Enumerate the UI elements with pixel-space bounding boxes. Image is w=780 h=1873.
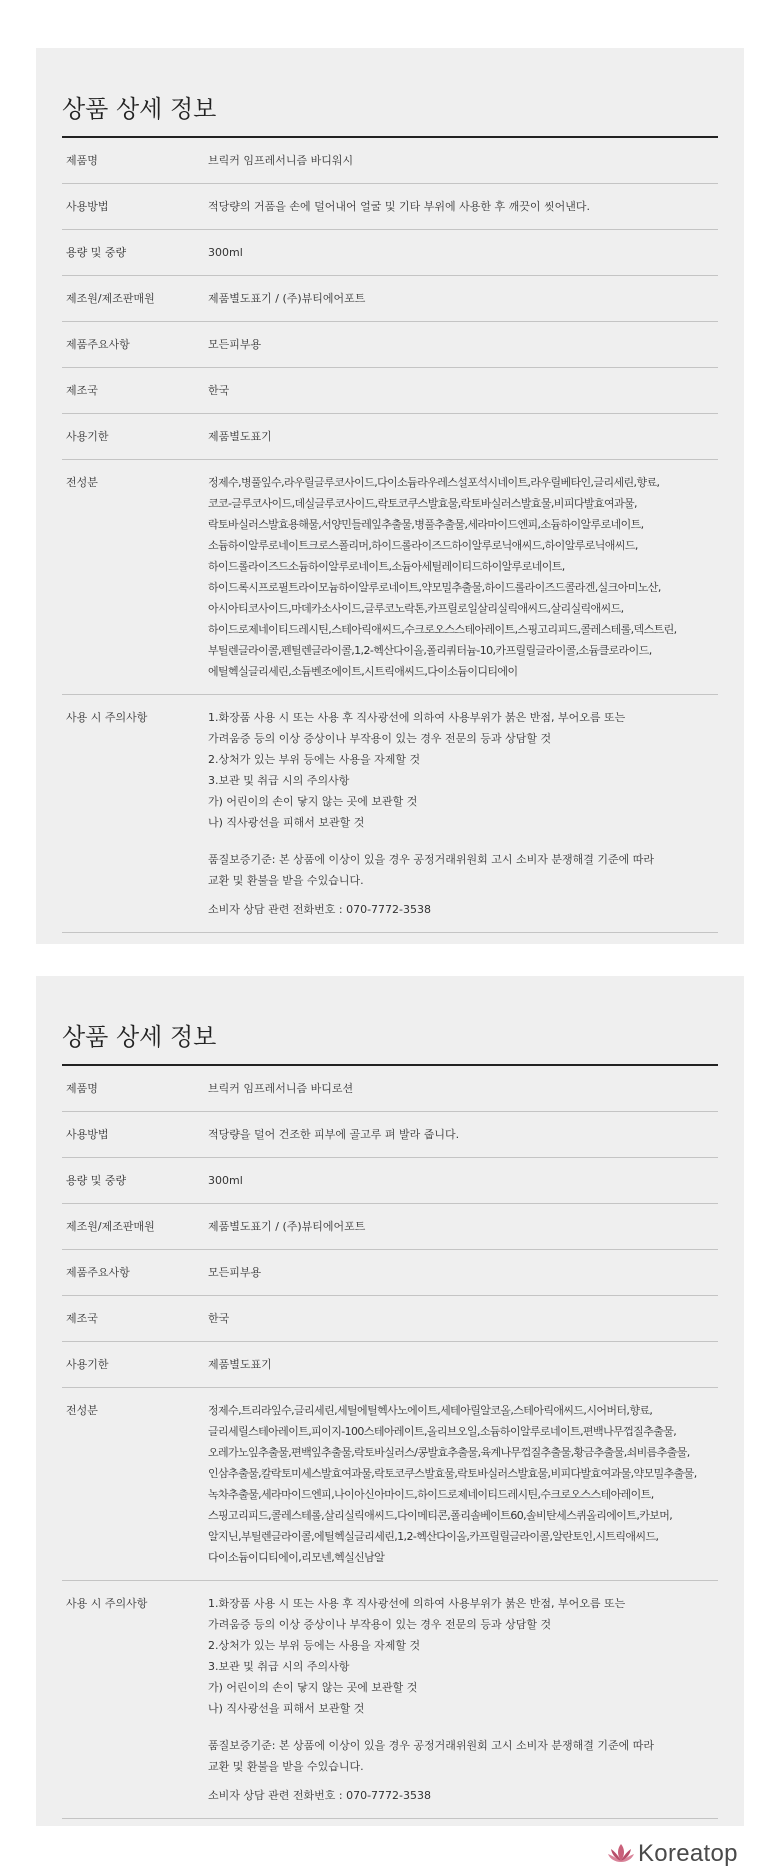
row-value: 300ml	[208, 1158, 718, 1204]
table-row	[62, 1204, 718, 1250]
row-value: 제품별도표기 / (주)뷰티에어포트	[208, 1204, 718, 1250]
row-value: 제품별도표기 / (주)뷰티에어포트	[208, 276, 718, 322]
table-row	[62, 695, 718, 933]
row-label: 제품주요사항	[62, 322, 208, 368]
row-label: 사용방법	[62, 1112, 208, 1158]
row-label: 사용 시 주의사항	[62, 1581, 208, 1819]
caution-value	[208, 1581, 718, 1819]
row-value: 브릭커 임프레서니즘 바디워시	[208, 138, 718, 184]
row-value: 300ml	[208, 230, 718, 276]
table-row	[62, 414, 718, 460]
caution-text: 1.화장품 사용 시 또는 사용 후 직사광선에 의하여 사용부위가 붉은 반점, 부어오름 또는 가려움증 등의 이상 증상이나 부작용이 있는 경우 전문의 등과 상담할 것 2.상처가 있는 부위 등에는 사용을 자제할 것 3.보관 및 취급 시의 주의사항 가) 어린이의 손이 닿지 않는 곳에 보관할 것 나) 직사광선을 피해서 보관할 것	[208, 1597, 626, 1715]
row-value: 한국	[208, 1296, 718, 1342]
quality-guarantee-text: 품질보증기준: 본 상품에 이상이 있을 경우 공정거래위원회 고시 소비자 분쟁해결 기준에 따라 교환 및 환불을 받을 수있습니다.	[208, 853, 654, 887]
product-info-table	[62, 138, 718, 933]
row-value: 적당량을 덜어 건조한 피부에 골고루 펴 발라 줍니다.	[208, 1112, 718, 1158]
row-label: 사용기한	[62, 1342, 208, 1388]
row-value: 모든피부용	[208, 1250, 718, 1296]
table-row	[62, 1342, 718, 1388]
product-info-table	[62, 1066, 718, 1819]
consumer-phone-text: 소비자 상담 관련 전화번호 : 070-7772-3538	[208, 903, 431, 916]
caution-text: 1.화장품 사용 시 또는 사용 후 직사광선에 의하여 사용부위가 붉은 반점, 부어오름 또는 가려움증 등의 이상 증상이나 부작용이 있는 경우 전문의 등과 상담할 것 2.상처가 있는 부위 등에는 사용을 자제할 것 3.보관 및 취급 시의 주의사항 가) 어린이의 손이 닿지 않는 곳에 보관할 것 나) 직사광선을 피해서 보관할 것	[208, 711, 626, 829]
section-title: 상품 상세 정보	[62, 95, 217, 123]
table-row	[62, 184, 718, 230]
quality-guarantee-text: 품질보증기준: 본 상품에 이상이 있을 경우 공정거래위원회 고시 소비자 분쟁해결 기준에 따라 교환 및 환불을 받을 수있습니다.	[208, 1739, 654, 1773]
table-row	[62, 460, 718, 695]
product-info-panel-bodylotion	[36, 976, 744, 1826]
table-row	[62, 1158, 718, 1204]
table-row	[62, 368, 718, 414]
row-label: 전성분	[62, 460, 208, 695]
table-row	[62, 1250, 718, 1296]
table-row	[62, 138, 718, 184]
row-label: 제품주요사항	[62, 1250, 208, 1296]
consumer-phone-text: 소비자 상담 관련 전화번호 : 070-7772-3538	[208, 1789, 431, 1802]
ingredients-value: 정제수,트리라잎수,글리세린,세틸에틸헥사노에이트,세테아릴알코올,스테아릭애씨드,시어버터,향료, 글리세릴스테아레이트,피이지-100스테아레이트,올리브오일,소듐하이알루로네이트,편백나무껍질추출물, 오레가노잎추출물,편백잎추출물,락토바실러스/콩발효추출물,육계나무껍질추출물,황금추출물,쇠비름추출물, 인삼추출물,칼락토미세스발효여과물,락토코쿠스발효물,락토바실러스발효물,비피다발효여과물,약모밀추출물, 녹차추출물,세라마이드엔피,나이아신아마이드,하이드로제네이티드레시틴,수크로오스스테아레이트, 스핑고리피드,콜레스테롤,살리실릭애씨드,다이메티콘,폴리솔베이트60,솔비탄세스퀴올리에이트,카보머, 알지닌,부틸렌글라이콜,에틸헥실글리세린,1,2-헥산다이올,카프릴릴글라이콜,알란토인,시트릭애씨드, 다이소듐이디티에이,리모넨,헥실신남알	[208, 1388, 718, 1581]
table-row	[62, 1066, 718, 1112]
row-label: 사용방법	[62, 184, 208, 230]
row-value: 한국	[208, 368, 718, 414]
row-label: 제조국	[62, 368, 208, 414]
table-row	[62, 1581, 718, 1819]
table-row	[62, 1388, 718, 1581]
brand-logo	[606, 1842, 774, 1868]
lotus-logo-icon	[606, 1842, 636, 1866]
ingredients-value: 정제수,병풀잎수,라우릴글루코사이드,다이소듐라우레스설포석시네이트,라우릴베타인,글리세린,향료, 코코-글루코사이드,데실글루코사이드,락토코쿠스발효물,락토바실러스발효물,비피다발효여과물, 락토바실러스발효용해물,서양민들레잎추출물,병풀추출물,세라마이드엔피,소듐하이알루로네이트, 소듐하이알루로네이트크로스폴리머,하이드롤라이즈드하이알루로닉애씨드,하이알루로닉애씨드, 하이드롤라이즈드소듐하이알루로네이트,소듐아세틸레이티드하이알루로네이트, 하이드록시프로필트라이모늄하이알루로네이트,약모밀추출물,하이드롤라이즈드콜라겐,실크아미노산, 아시아티코사이드,마데카소사이드,글루코노락톤,카프릴로일살리실릭애씨드,살리실릭애씨드, 하이드로제네이티드레시틴,스테아릭애씨드,수크로오스스테아레이트,스핑고리피드,콜레스테롤,덱스트린, 부틸렌글라이콜,펜틸렌글라이콜,1,2-헥산다이올,폴리쿼터늄-10,카프릴릴글라이콜,소듐클로라이드, 에틸헥실글리세린,소듐벤조에이트,시트릭애씨드,다이소듐이디티에이	[208, 460, 718, 695]
table-row	[62, 1296, 718, 1342]
row-label: 전성분	[62, 1388, 208, 1581]
row-label: 제품명	[62, 138, 208, 184]
row-label: 제품명	[62, 1066, 208, 1112]
table-row	[62, 322, 718, 368]
table-row	[62, 1112, 718, 1158]
caution-value	[208, 695, 718, 933]
row-label: 사용 시 주의사항	[62, 695, 208, 933]
row-label: 제조원/제조판매원	[62, 276, 208, 322]
brand-name: Koreatop	[638, 1840, 738, 1867]
row-label: 제조원/제조판매원	[62, 1204, 208, 1250]
row-value: 제품별도표기	[208, 1342, 718, 1388]
row-value: 제품별도표기	[208, 414, 718, 460]
table-row	[62, 230, 718, 276]
row-label: 용량 및 중량	[62, 1158, 208, 1204]
section-title: 상품 상세 정보	[62, 1023, 217, 1051]
row-label: 사용기한	[62, 414, 208, 460]
row-value: 적당량의 거품을 손에 덜어내어 얼굴 및 기타 부위에 사용한 후 깨끗이 씻어낸다.	[208, 184, 718, 230]
table-row	[62, 276, 718, 322]
row-label: 용량 및 중량	[62, 230, 208, 276]
row-value: 브릭커 임프레서니즘 바디로션	[208, 1066, 718, 1112]
product-info-panel-bodywash	[36, 48, 744, 944]
row-label: 제조국	[62, 1296, 208, 1342]
row-value: 모든피부용	[208, 322, 718, 368]
